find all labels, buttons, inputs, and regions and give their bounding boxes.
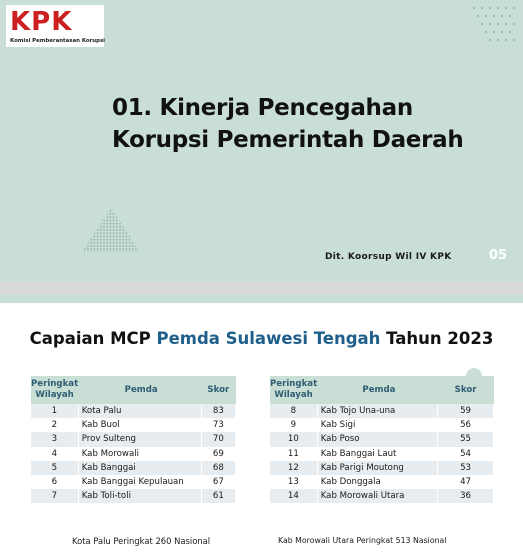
table-row <box>270 404 494 418</box>
slide-title-line2: Korupsi Pemerintah Daerah <box>112 127 464 153</box>
ranking-table-right <box>270 376 494 503</box>
rank-cell: 11 <box>270 447 317 461</box>
score-cell: 54 <box>438 447 494 461</box>
slide-title-line1: 01. Kinerja Pencegahan <box>112 95 413 121</box>
score-cell: 53 <box>438 461 494 475</box>
table-row <box>270 475 494 489</box>
name-cell: Kab Donggala <box>317 475 437 489</box>
note-right: Kab Morowali Utara Peringkat 513 Nasional <box>278 536 447 545</box>
slide-top-bar <box>0 294 523 303</box>
score-cell: 47 <box>438 475 494 489</box>
table-row <box>270 489 494 503</box>
rank-cell: 12 <box>270 461 317 475</box>
score-cell: 36 <box>438 489 494 503</box>
header-name: Pemda <box>317 376 437 404</box>
mcp-slide <box>0 303 523 559</box>
name-cell: Kab Parigi Moutong <box>317 461 437 475</box>
header-name: Pemda <box>78 376 201 404</box>
table-row <box>31 404 236 418</box>
score-cell: 61 <box>201 489 235 503</box>
header-score: Skor <box>438 376 494 404</box>
name-cell: Kab Morowali <box>78 447 201 461</box>
slide-title <box>112 92 463 156</box>
slide-separator <box>0 281 523 294</box>
rank-cell: 1 <box>31 404 78 418</box>
table-row <box>31 418 236 432</box>
name-cell: Kab Tojo Una-una <box>317 404 437 418</box>
score-cell: 59 <box>438 404 494 418</box>
mcp-title-part2: Tahun 2023 <box>380 329 494 348</box>
score-cell: 56 <box>438 418 494 432</box>
rank-cell: 13 <box>270 475 317 489</box>
rank-cell: 4 <box>31 447 78 461</box>
rank-cell: 8 <box>270 404 317 418</box>
mcp-title-highlight: Pemda Sulawesi Tengah <box>156 329 381 348</box>
table-header-row <box>270 376 494 404</box>
table-row <box>31 489 236 503</box>
name-cell: Kab Poso <box>317 432 437 446</box>
page-number: 05 <box>489 248 508 263</box>
triangle-pattern-decoration-icon <box>80 206 142 254</box>
score-cell: 68 <box>201 461 235 475</box>
table-row <box>270 418 494 432</box>
ranking-table-left <box>31 376 236 503</box>
mcp-title <box>0 329 523 348</box>
name-cell: Kab Sigi <box>317 418 437 432</box>
table-row <box>31 432 236 446</box>
name-cell: Kab Banggai Laut <box>317 447 437 461</box>
score-cell: 70 <box>201 432 235 446</box>
name-cell: Kota Palu <box>78 404 201 418</box>
note-left: Kota Palu Peringkat 260 Nasional <box>72 536 211 546</box>
header-rank: Peringkat Wilayah <box>270 376 317 404</box>
kpk-logo <box>6 5 104 47</box>
table-header-row <box>31 376 236 404</box>
logo-text: KPK <box>10 7 73 37</box>
header-score: Skor <box>201 376 235 404</box>
name-cell: Kab Banggai <box>78 461 201 475</box>
score-cell: 73 <box>201 418 235 432</box>
logo-subtitle: Komisi Pemberantasan Korupsi <box>10 38 106 44</box>
score-cell: 55 <box>438 432 494 446</box>
name-cell: Prov Sulteng <box>78 432 201 446</box>
rank-cell: 7 <box>31 489 78 503</box>
mcp-title-part1: Capaian MCP <box>29 329 157 348</box>
table-row <box>31 475 236 489</box>
rank-cell: 2 <box>31 418 78 432</box>
rank-cell: 6 <box>31 475 78 489</box>
rank-cell: 9 <box>270 418 317 432</box>
name-cell: Kab Toli-toli <box>78 489 201 503</box>
score-cell: 83 <box>201 404 235 418</box>
table-row <box>270 447 494 461</box>
rank-cell: 3 <box>31 432 78 446</box>
table-row <box>31 447 236 461</box>
name-cell: Kab Banggai Kepulauan <box>78 475 201 489</box>
name-cell: Kab Morowali Utara <box>317 489 437 503</box>
header-rank: Peringkat Wilayah <box>31 376 78 404</box>
name-cell: Kab Buol <box>78 418 201 432</box>
score-cell: 69 <box>201 447 235 461</box>
dot-grid-decoration-icon <box>468 4 520 48</box>
table-row <box>270 461 494 475</box>
slide-footer: Dit. Koorsup Wil IV KPK <box>325 252 452 262</box>
table-row <box>31 461 236 475</box>
table-row <box>270 432 494 446</box>
score-cell: 67 <box>201 475 235 489</box>
rank-cell: 10 <box>270 432 317 446</box>
rank-cell: 14 <box>270 489 317 503</box>
rank-cell: 5 <box>31 461 78 475</box>
